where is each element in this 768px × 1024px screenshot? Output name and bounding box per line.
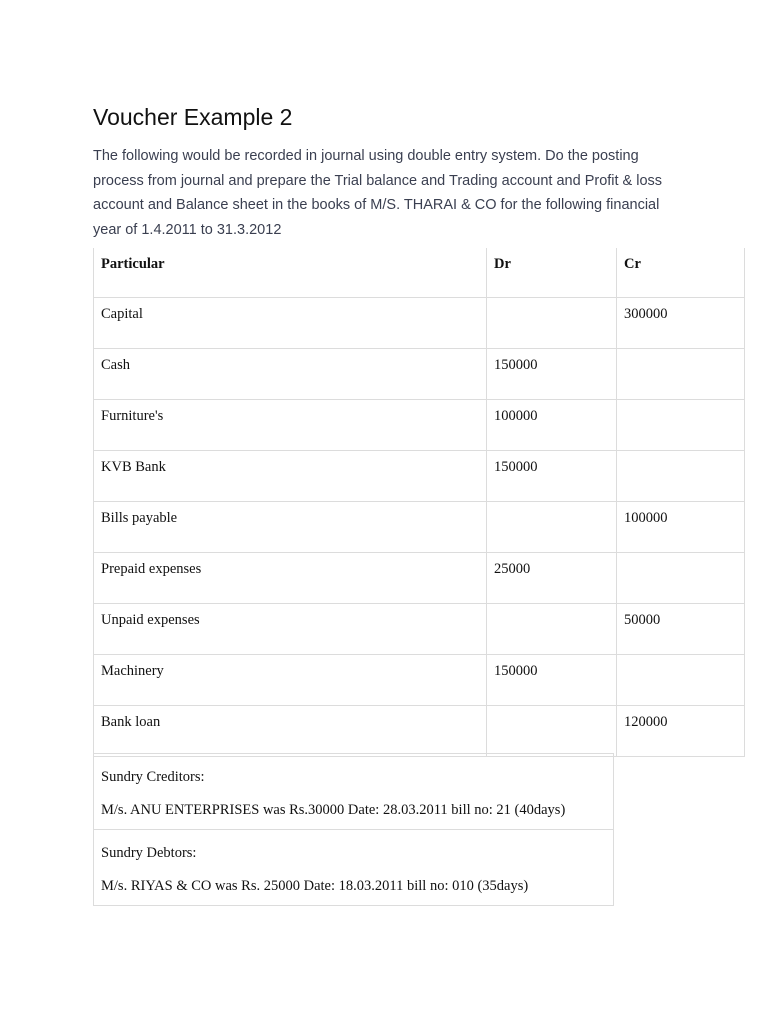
note-heading: Sundry Creditors:	[101, 769, 205, 785]
cell-dr	[487, 298, 617, 349]
note-heading: Sundry Debtors:	[101, 845, 197, 861]
note-row-creditors	[94, 754, 614, 830]
cell-cr: 120000	[617, 706, 745, 757]
note-detail: M/s. RIYAS & CO was Rs. 25000 Date: 18.03.2011 bill no: 010 (35days)	[101, 878, 529, 894]
note-cell	[94, 754, 614, 830]
cell-particular: Unpaid expenses	[94, 604, 487, 655]
cell-particular: Bank loan	[94, 706, 487, 757]
cell-cr	[617, 400, 745, 451]
cell-cr	[617, 451, 745, 502]
table-row	[94, 706, 745, 757]
table-row	[94, 553, 745, 604]
cell-particular: Cash	[94, 349, 487, 400]
notes-table	[93, 753, 614, 906]
cell-cr	[617, 349, 745, 400]
header-dr: Dr	[487, 248, 617, 298]
note-cell	[94, 830, 614, 906]
table-header-row	[94, 248, 745, 298]
intro-paragraph: The following would be recorded in journal using double entry system. Do the posting process from journal and prepare the Trial balance and Trading account and Profit & loss account and Balance sheet in the books of M/S. THARAI & CO for the following financial year of 1.4.2011 to 31.3.2012	[93, 148, 663, 238]
cell-cr: 50000	[617, 604, 745, 655]
header-particular: Particular	[94, 248, 487, 298]
table-row	[94, 604, 745, 655]
cell-cr	[617, 553, 745, 604]
cell-cr: 100000	[617, 502, 745, 553]
cell-dr: 25000	[487, 553, 617, 604]
cell-dr: 150000	[487, 655, 617, 706]
note-row-debtors	[94, 830, 614, 906]
table-row	[94, 502, 745, 553]
note-detail: M/s. ANU ENTERPRISES was Rs.30000 Date: 28.03.2011 bill no: 21 (40days)	[101, 802, 566, 818]
cell-cr: 300000	[617, 298, 745, 349]
cell-dr	[487, 604, 617, 655]
cell-particular: Capital	[94, 298, 487, 349]
ledger-table	[93, 248, 745, 757]
cell-particular: Prepaid expenses	[94, 553, 487, 604]
cell-particular: Bills payable	[94, 502, 487, 553]
table-row	[94, 349, 745, 400]
cell-dr: 150000	[487, 451, 617, 502]
page-title: Voucher Example 2	[93, 104, 293, 130]
cell-particular: KVB Bank	[94, 451, 487, 502]
table-row	[94, 451, 745, 502]
header-cr: Cr	[617, 248, 745, 298]
cell-dr: 100000	[487, 400, 617, 451]
table-row	[94, 298, 745, 349]
table-row	[94, 655, 745, 706]
cell-dr	[487, 502, 617, 553]
cell-cr	[617, 655, 745, 706]
table-row	[94, 400, 745, 451]
cell-dr: 150000	[487, 349, 617, 400]
cell-particular: Machinery	[94, 655, 487, 706]
cell-particular: Furniture's	[94, 400, 487, 451]
cell-dr	[487, 706, 617, 757]
